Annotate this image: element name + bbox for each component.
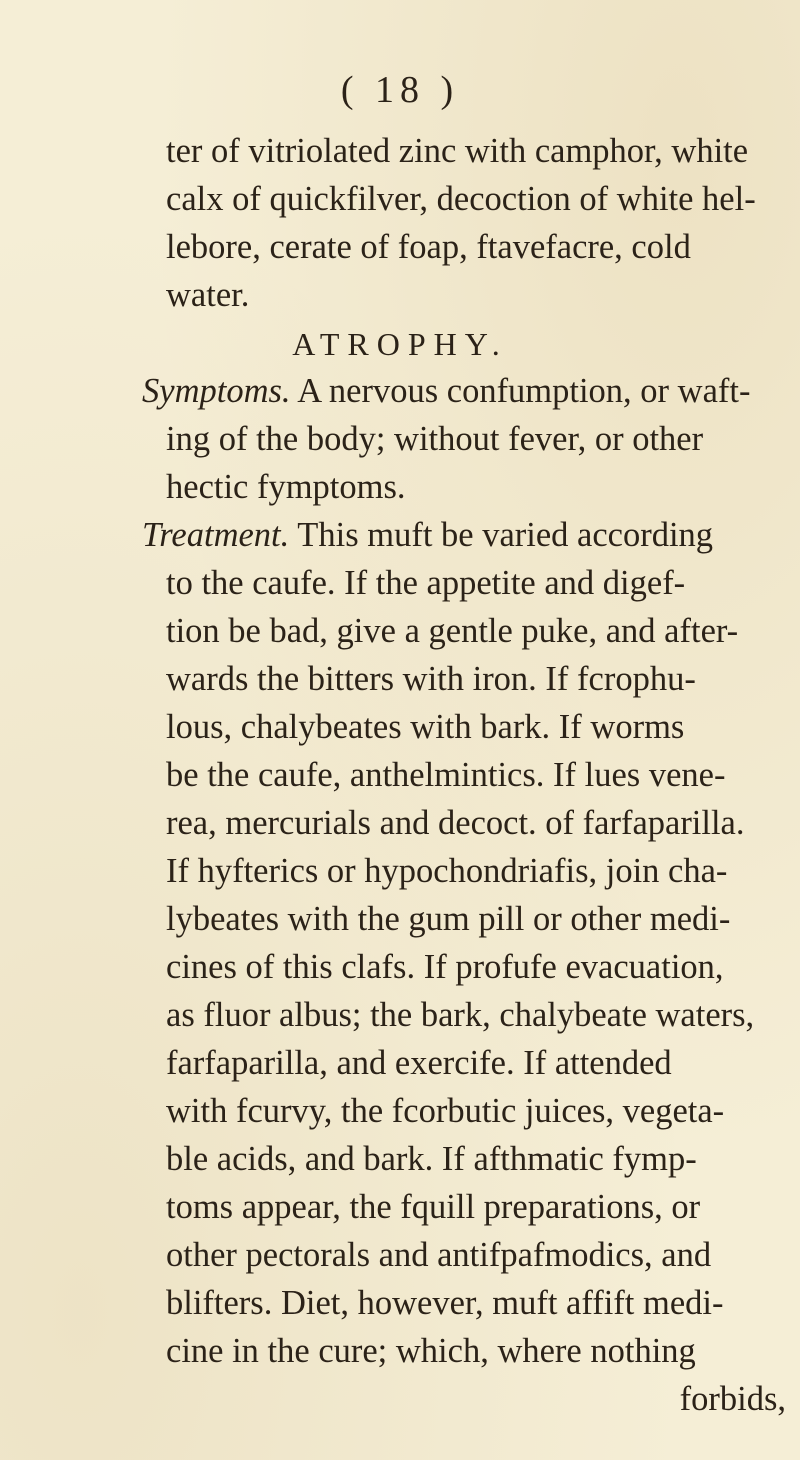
text-line: lebore, cerate of foap, ftavefacre, cold [166,228,691,266]
symptoms-text: A nervous confumption, or waft- [297,372,751,410]
text-line: ble acids, and bark. If afthmatic fymp- [166,1140,697,1178]
treatment-text: This muft be varied according [297,516,714,554]
catchword: forbids, [679,1380,786,1418]
text-line: hectic fymptoms. [166,468,406,506]
text-line: wards the bitters with iron. If fcrophu- [166,660,696,698]
text-line: lous, chalybeates with bark. If worms [166,708,685,746]
text-line: lybeates with the gum pill or other medi- [166,900,731,938]
text-line: to the caufe. If the appetite and digef- [166,564,686,602]
text-line: with fcurvy, the fcorbutic juices, vegeta- [166,1092,725,1130]
text-line: as fluor albus; the bark, chalybeate waters, [166,996,755,1034]
text-line: cines of this clafs. If profufe evacuation, [166,948,724,986]
text-line: tion be bad, give a gentle puke, and after- [166,612,739,650]
text-line: other pectorals and antifpafmodics, and [166,1236,712,1274]
text-line: ter of vitriolated zinc with camphor, white [166,132,749,170]
text-line: cine in the cure; which, where nothing [166,1332,696,1370]
symptoms-label: Symptoms. [142,372,291,410]
text-line: ing of the body; without fever, or other [166,420,704,458]
treatment-label: Treatment. [142,516,290,554]
text-line: If hyfterics or hypochondriafis, join cha- [166,852,728,890]
page-number: ( 18 ) [340,69,460,111]
text-line: blifters. Diet, however, muft affift medi- [166,1284,724,1322]
text-line: farfaparilla, and exercife. If attended [166,1044,672,1082]
text-line: water. [166,276,250,314]
section-heading: ATROPHY. [292,326,508,362]
text-line: calx of quickfilver, decoction of white hel- [166,180,756,218]
symptoms-line [142,374,786,409]
text-line: rea, mercurials and decoct. of farfaparilla. [166,804,745,842]
text-line: be the caufe, anthelmintics. If lues vene- [166,756,726,794]
text-line: toms appear, the fquill preparations, or [166,1188,701,1226]
treatment-line [142,518,786,553]
